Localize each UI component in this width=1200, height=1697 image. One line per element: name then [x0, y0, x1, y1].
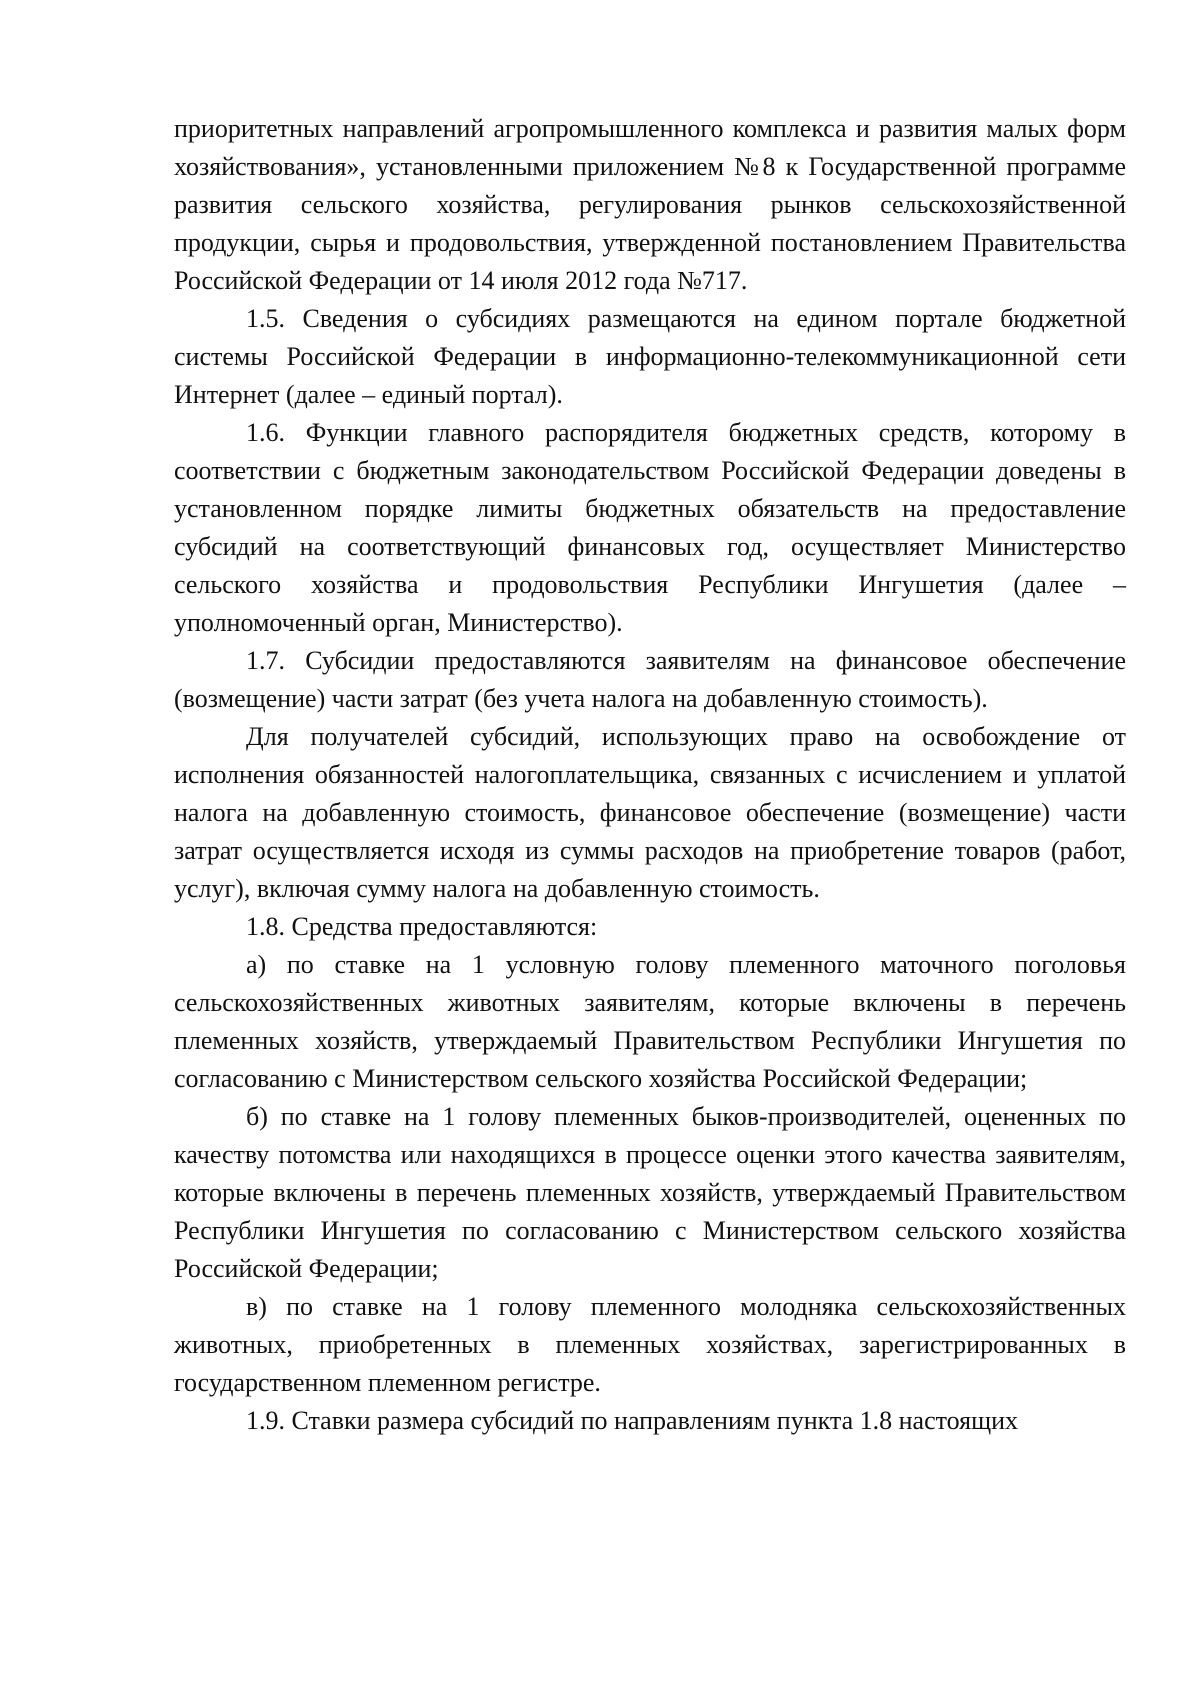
- paragraph-1-8-b: б) по ставке на 1 голову племенных быков-производителей, оцененных по качеству потомства или находящихся в процессе оценки этого качества заявителям, которые включены в перечень племенных хозяйств, утверждаемый Правительством Республики Ингушетия по согласованию с Министерством сельского хозяйства Российской Федерации;: [174, 1102, 1126, 1283]
- paragraph-1-5: 1.5. Сведения о субсидиях размещаются на едином портале бюджетной системы Российской Федерации в информационно-телекоммуникационной сети Интернет (далее – единый портал).: [174, 304, 1126, 409]
- paragraph-1-8-a: а) по ставке на 1 условную голову племенного маточного поголовья сельскохозяйственных животных заявителям, которые включены в перечень племенных хозяйств, утверждаемый Правительством Республики Ингушетия по согласованию с Министерством сельского хозяйства Российской Федерации;: [174, 950, 1126, 1093]
- paragraph-vat-exemption: Для получателей субсидий, использующих право на освобождение от исполнения обязанностей налогоплательщика, связанных с исчислением и уплатой налога на добавленную стоимость, финансовое обеспечение (возмещение) части затрат осуществляется исходя из суммы расходов на приобретение товаров (работ, услуг), включая сумму налога на добавленную стоимость.: [174, 722, 1126, 903]
- paragraph-continuation: приоритетных направлений агропромышленного комплекса и развития малых форм хозяйствования», установленными приложением №8 к Государственной программе развития сельского хозяйства, регулирования рынков сельскохозяйственной продукции, сырья и продовольствия, утвержденной постановлением Правительства Российской Федерации от 14 июля 2012 года №717.: [174, 114, 1126, 295]
- paragraph-1-8-v: в) по ставке на 1 голову племенного молодняка сельскохозяйственных животных, приобретенных в племенных хозяйствах, зарегистрированных в государственном племенном регистре.: [174, 1292, 1126, 1397]
- paragraph-1-7: 1.7. Субсидии предоставляются заявителям на финансовое обеспечение (возмещение) части затрат (без учета налога на добавленную стоимость).: [174, 646, 1126, 713]
- paragraph-1-9: 1.9. Ставки размера субсидий по направлениям пункта 1.8 настоящих: [246, 1406, 1019, 1435]
- document-body: [174, 110, 1126, 1440]
- paragraph-1-6: 1.6. Функции главного распорядителя бюджетных средств, которому в соответствии с бюджетным законодательством Российской Федерации доведены в установленном порядке лимиты бюджетных обязательств на предоставление субсидий на соответствующий финансовых год, осуществляет Министерство сельского хозяйства и продовольствия Республики Ингушетия (далее – уполномоченный орган, Министерство).: [174, 418, 1126, 637]
- paragraph-1-8: 1.8. Средства предоставляются:: [246, 912, 598, 941]
